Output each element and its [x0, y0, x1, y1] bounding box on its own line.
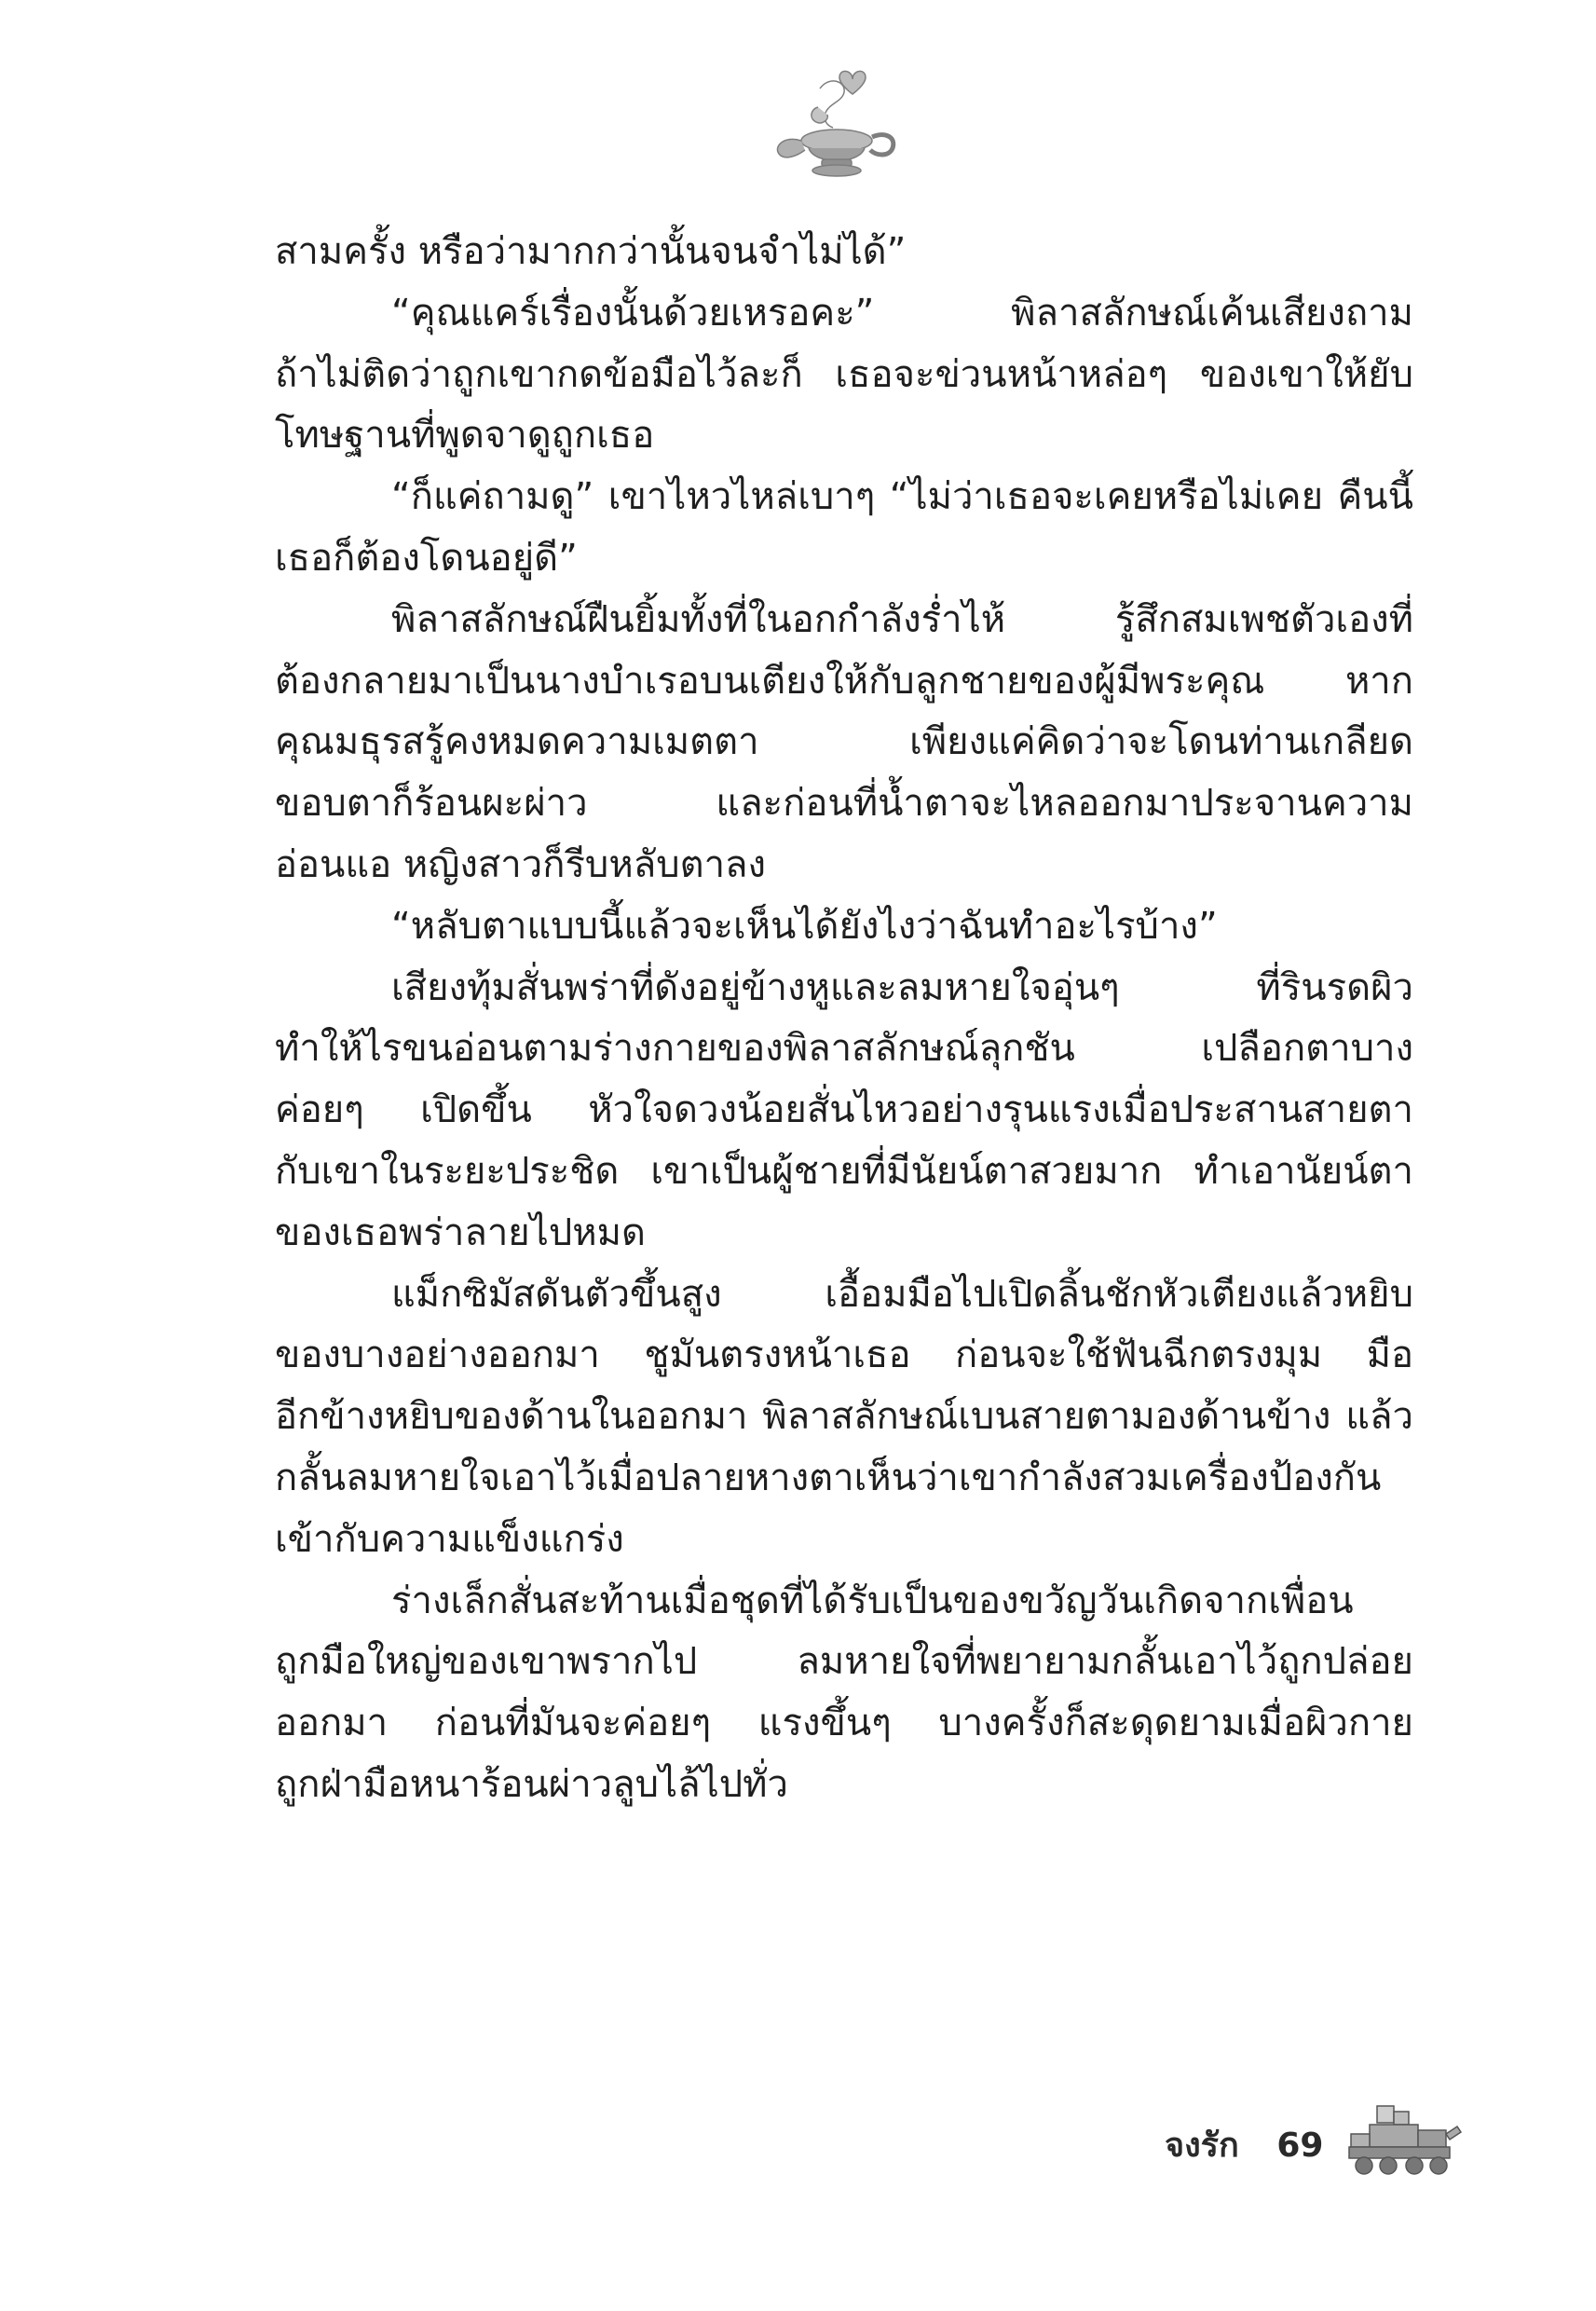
text-line: พิลาสลักษณ์ฝืนยิ้มทั้งที่ในอกกำลังร่ำไห้ รู้สึกสมเพชตัวเองที่ [391, 597, 1413, 641]
text-line: ของเธอพร่าลายไปหมด [275, 1210, 646, 1254]
genie-lamp-icon [764, 51, 904, 191]
text-line: ถูกฝ่ามือหนาร้อนผ่าวลูบไล้ไปทั่ว [275, 1762, 788, 1806]
text-line: ออกมา ก่อนที่มันจะค่อยๆ แรงขึ้นๆ บางครั้งก็สะดุดยามเมื่อผิวกาย [275, 1702, 1413, 1745]
text-line: เสียงทุ้มสั่นพร่าที่ดังอยู่ข้างหูและลมหายใจอุ่นๆ ที่รินรดผิว [391, 965, 1413, 1009]
text-line: แม็กซิมัสดันตัวขึ้นสูง เอื้อมมือไปเปิดลิ้นชักหัวเตียงแล้วหยิบ [391, 1272, 1413, 1316]
text-line: สามครั้ง หรือว่ามากกว่านั้นจนจำไม่ได้” [275, 230, 907, 273]
text-line: “หลับตาแบบนี้แล้วจะเห็นได้ยังไงว่าฉันทำอะไรบ้าง” [391, 904, 1218, 948]
body-text [275, 222, 1413, 1816]
text-line: อีกข้างหยิบของด้านในออกมา พิลาสลักษณ์เบนสายตามองด้านข้าง แล้ว [275, 1395, 1413, 1439]
text-line: ค่อยๆ เปิดขึ้น หัวใจดวงน้อยสั่นไหวอย่างรุนแรงเมื่อประสานสายตา [275, 1088, 1413, 1132]
text-line: อ่อนแอ หญิงสาวก็รีบหลับตาลง [275, 842, 767, 886]
text-line: “คุณแคร์เรื่องนั้นด้วยเหรอคะ” พิลาสลักษณ์เค้นเสียงถาม [391, 291, 1413, 335]
text-line: ของบางอย่างออกมา ชูมันตรงหน้าเธอ ก่อนจะใช้ฟันฉีกตรงมุม มือ [275, 1333, 1413, 1377]
text-line: ถ้าไม่ติดว่าถูกเขากดข้อมือไว้ละก็ เธอจะข่วนหน้าหล่อๆ ของเขาให้ยับ [275, 352, 1413, 396]
text-line: เธอก็ต้องโดนอยู่ดี” [275, 536, 578, 580]
page-number: 69 [1276, 2126, 1324, 2165]
text-line: ทำให้ไรขนอ่อนตามร่างกายของพิลาสลักษณ์ลุกชัน เปลือกตาบาง [275, 1027, 1413, 1071]
text-line: ต้องกลายมาเป็นนางบำเรอบนเตียงให้กับลูกชายของผู้มีพระคุณ หาก [275, 659, 1413, 703]
book-title: จงรัก [1165, 2126, 1239, 2165]
text-line: เข้ากับความแข็งแกร่ง [275, 1517, 624, 1561]
text-line: ขอบตาก็ร้อนผะผ่าว และก่อนที่น้ำตาจะไหลออกมาประจานความ [275, 782, 1413, 826]
page-footer [1165, 2113, 1323, 2179]
text-line: กลั้นลมหายใจเอาไว้เมื่อปลายหางตาเห็นว่าเขากำลังสวมเครื่องป้องกัน [275, 1456, 1382, 1499]
text-line: “ก็แค่ถามดู” เขาไหวไหล่เบาๆ “ไม่ว่าเธอจะเคยหรือไม่เคย คืนนี้ [391, 475, 1413, 519]
text-line: โทษฐานที่พูดจาดูถูกเธอ [275, 414, 655, 458]
text-line: คุณมธุรสรู้คงหมดความเมตตา เพียงแค่คิดว่าจะโดนท่านเกลียด [275, 720, 1413, 764]
toy-train-icon [1342, 2097, 1463, 2190]
text-line: ถูกมือใหญ่ของเขาพรากไป ลมหายใจที่พยายามกลั้นเอาไว้ถูกปล่อย [275, 1640, 1413, 1684]
text-line: กับเขาในระยะประชิด เขาเป็นผู้ชายที่มีนัยน์ตาสวยมาก ทำเอานัยน์ตา [275, 1149, 1413, 1193]
text-line: ร่างเล็กสั่นสะท้านเมื่อชุดที่ได้รับเป็นของขวัญวันเกิดจากเพื่อน [391, 1579, 1354, 1622]
